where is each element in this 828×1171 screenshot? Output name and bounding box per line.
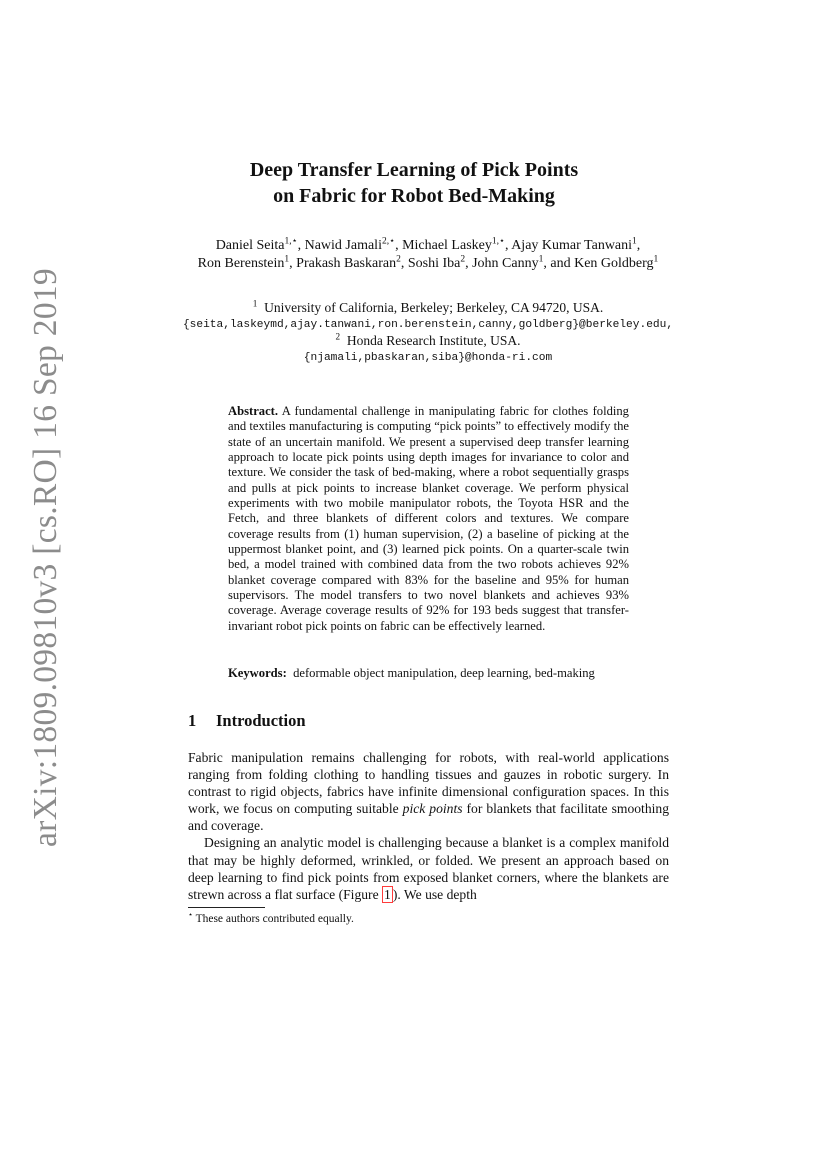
paragraph-text: ). We use depth bbox=[392, 886, 477, 902]
footnote bbox=[188, 912, 354, 926]
affiliation-institution: Honda Research Institute, USA. bbox=[346, 333, 521, 348]
footnote-text: These authors contributed equally. bbox=[195, 913, 354, 925]
section-number: 1 bbox=[188, 711, 197, 730]
author-separator: , bbox=[297, 238, 305, 253]
author-affiliation-mark: 2 bbox=[460, 253, 466, 264]
author-affiliation-mark: 1 bbox=[538, 253, 544, 264]
introduction-body bbox=[188, 749, 669, 903]
affiliation-1-emails: {seita,laskeymd,ajay.tanwani,ron.berenstein,canny,goldberg}@berkeley.edu, bbox=[182, 318, 674, 331]
author-separator: , bbox=[289, 255, 297, 271]
paragraph-text: Designing an analytic model is challenging because a blanket is a complex manifold that may be highly deformed, wrinkled, or folded. We present an approach based on deep learning to find pick points from exposed blanket corners, where the blankets are strewn across a flat surface (Figure bbox=[188, 835, 669, 902]
author-separator: , bbox=[395, 238, 403, 253]
affiliation-2 bbox=[168, 333, 688, 350]
author-separator: , bbox=[465, 255, 473, 271]
abstract bbox=[228, 404, 629, 634]
affiliation-1 bbox=[168, 300, 688, 317]
paragraph bbox=[188, 749, 669, 834]
keywords-label: Keywords: bbox=[228, 666, 287, 680]
affiliations bbox=[168, 300, 688, 366]
author-affiliation-mark: 1,⋆ bbox=[284, 236, 298, 247]
title-line-1: Deep Transfer Learning of Pick Points bbox=[249, 159, 579, 181]
arxiv-identifier: arXiv:1809.09810v3 [cs.RO] 16 Sep 2019 bbox=[27, 268, 64, 847]
author-affiliation-mark: 2 bbox=[396, 253, 401, 264]
author-affiliation-mark: 1 bbox=[653, 253, 659, 264]
author-name: Daniel Seita bbox=[215, 238, 285, 253]
abstract-text: A fundamental challenge in manipulating fabric for clothes folding and textiles manufacturing is computing “pick points” to effectively modify the state of an uncertain manifold. We present a supervised deep transfer learning approach to locate pick points using depth images for invariance to color and texture. We consider the task of bed-making, where a robot sequentially grasps and pulls at pick points to increase blanket coverage. We perform physical experiments with two mobile manipulator robots, the Toyota HSR and the Fetch, and three blankets of different colors and textures. We compare coverage results from (1) human supervision, (2) a baseline of picking at the uppermost blanket point, and (3) learned pick points. On a quarter-scale twin bed, a model trained with combined data from the two robots achieves 92% blanket coverage compared with 83% for the baseline and 95% for human supervisors. The model transfers to two novel blankets and achieves 93% coverage. Average coverage results of 92% for 193 beds suggest that transfer-invariant robot pick points on fabric can be effectively learned. bbox=[228, 404, 629, 633]
author-list bbox=[188, 237, 668, 272]
author-separator: , bbox=[636, 238, 641, 253]
author-affiliation-mark: 1 bbox=[632, 236, 637, 247]
paper-title bbox=[0, 157, 828, 209]
author-affiliation-mark: 1 bbox=[284, 253, 290, 264]
author-name: Prakash Baskaran bbox=[296, 255, 397, 271]
author-name: Soshi Iba bbox=[407, 255, 461, 271]
footnote-divider bbox=[188, 907, 265, 908]
affiliation-2-emails: {njamali,pbaskaran,siba}@honda-ri.com bbox=[303, 351, 553, 364]
section-title: Introduction bbox=[216, 711, 306, 730]
author-affiliation-mark: 1,⋆ bbox=[491, 236, 505, 247]
author-name: Ken Goldberg bbox=[574, 255, 654, 271]
affiliation-mark: 1 bbox=[252, 298, 258, 309]
abstract-label: Abstract. bbox=[228, 404, 279, 418]
author-separator: , and bbox=[543, 255, 575, 271]
author-separator: , bbox=[400, 255, 408, 271]
section-heading bbox=[188, 711, 306, 731]
author-name: Nawid Jamali bbox=[304, 238, 382, 253]
footnote-mark: ⋆ bbox=[188, 910, 193, 920]
emphasized-term: pick points bbox=[402, 801, 463, 817]
paragraph-text: for blankets that facilitate smoothing and coverage. bbox=[188, 801, 669, 834]
title-line-2: on Fabric for Robot Bed-Making bbox=[273, 185, 555, 207]
affiliation-institution: University of California, Berkeley; Berkeley, CA 94720, USA. bbox=[264, 300, 604, 315]
paragraph-text: Fabric manipulation remains challenging for robots, with real-world applications ranging from folding clothing to handling tissues and gauzes in robotic surgery. In contrast to rigid objects, fabrics have infinite dimensional configuration spaces. In this work, we focus on computing suitable bbox=[188, 750, 669, 817]
paragraph bbox=[188, 834, 669, 902]
figure-reference-link[interactable]: 1 bbox=[384, 886, 391, 902]
author-name: Ron Berenstein bbox=[197, 255, 285, 271]
author-name: John Canny bbox=[472, 255, 539, 271]
author-separator: , bbox=[504, 238, 512, 253]
author-name: Michael Laskey bbox=[402, 238, 492, 253]
author-name: Ajay Kumar Tanwani bbox=[511, 238, 633, 253]
keywords-text: deformable object manipulation, deep learning, bed-making bbox=[293, 666, 595, 680]
author-affiliation-mark: 2,⋆ bbox=[381, 236, 396, 247]
affiliation-mark: 2 bbox=[335, 331, 341, 342]
keywords bbox=[228, 666, 648, 681]
